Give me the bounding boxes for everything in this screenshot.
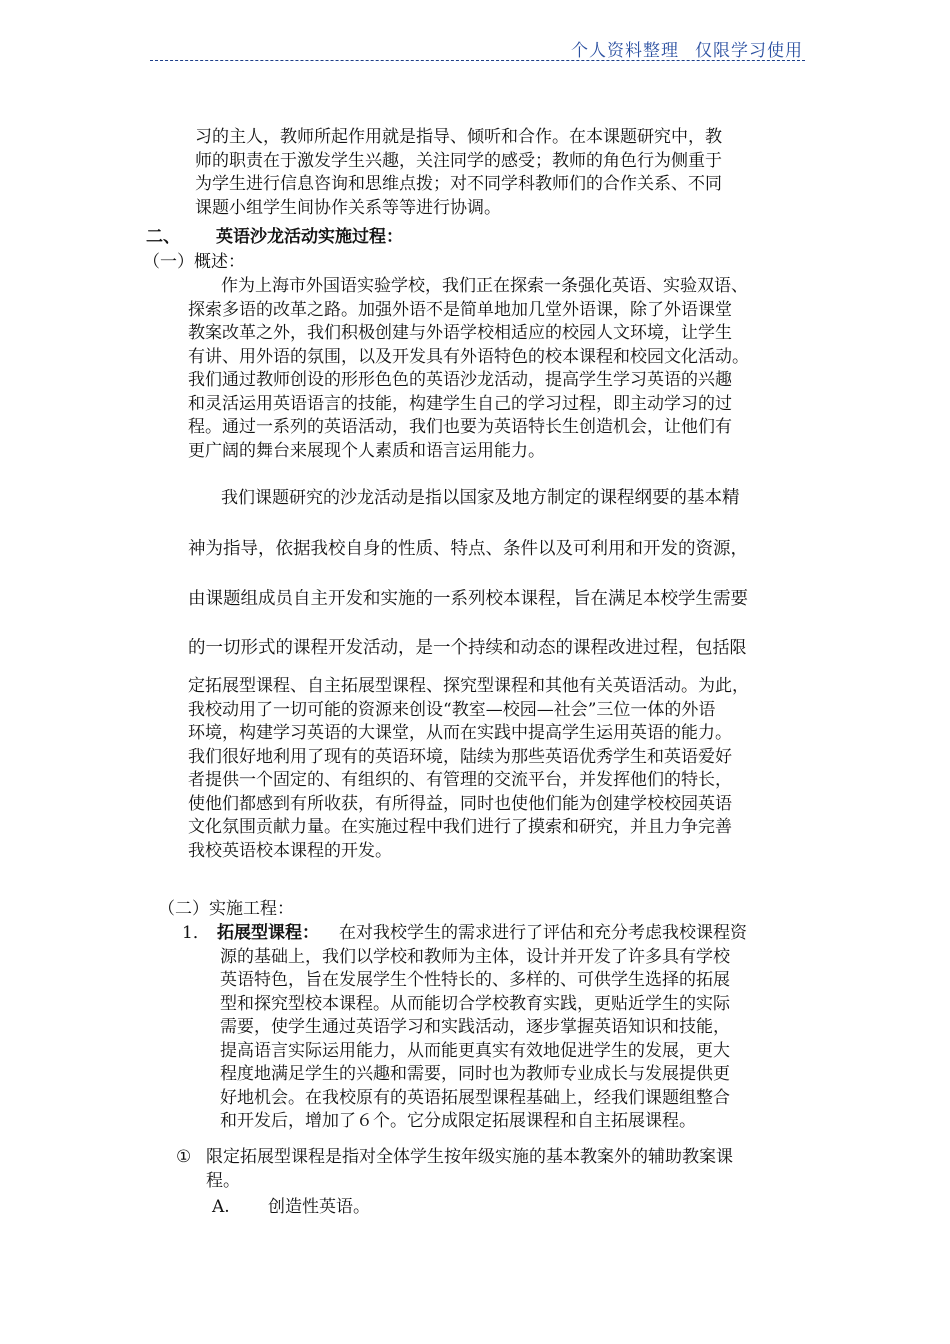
text-line: 提高语言实际运用能力，从而能更真实有效地促进学生的发展，更大: [220, 1040, 730, 1061]
text-line: 程。: [206, 1170, 240, 1191]
text-line: 课题小组学生间协作关系等等进行协调。: [195, 197, 501, 218]
text-line: 师的职责在于激发学生兴趣，关注同学的感受；教师的角色行为侧重于: [195, 150, 722, 171]
text-line: 程。通过一系列的英语活动，我们也要为英语特长生创造机会，让他们有: [188, 417, 732, 437]
list-number: 1．: [182, 923, 210, 943]
text-line: 为学生进行信息咨询和思维点拨；对不同学科教师们的合作关系、不同: [195, 174, 722, 194]
sub-list-text: 创造性英语。: [268, 1197, 370, 1217]
text-line: 定拓展型课程、自主拓展型课程、探究型课程和其他有关英语活动。为此，: [188, 676, 749, 696]
text-line: 文化氛围贡献力量。在实施过程中我们进行了摸索和研究，并且力争完善: [188, 817, 732, 837]
list-item-title: 拓展型课程：: [217, 923, 319, 943]
sub-list-marker: A.: [212, 1197, 230, 1217]
section-number: 二、: [146, 227, 180, 247]
list-item-first-line: [182, 922, 747, 946]
text-line: 探索多语的改革之路。加强外语不是简单地加几堂外语课，除了外语课堂: [188, 299, 732, 320]
text-line: 和灵活运用英语语言的技能，构建学生自己的学习过程，即主动学习的过: [188, 393, 732, 414]
text-line: 源的基础上，我们以学校和教师为主体，设计并开发了许多具有学校: [220, 946, 730, 967]
intro-paragraph: [195, 126, 722, 220]
text-line: 在对我校学生的需求进行了评估和充分考虑我校课程资: [339, 923, 747, 943]
text-line: 者提供一个固定的、有组织的、有管理的交流平台，并发挥他们的特长，: [188, 770, 732, 790]
overview-paragraph: [188, 275, 749, 463]
text-line: 好地机会。在我校原有的英语拓展型课程基础上，经我们课题组整合: [220, 1087, 730, 1108]
list-item: [182, 922, 747, 1134]
header-left-text: 个人资料整理: [571, 41, 679, 61]
text-line: 和开发后，增加了６个。它分成限定拓展课程和自主拓展课程。: [220, 1111, 696, 1131]
text-line: 教案改革之外，我们积极创建与外语学校相适应的校园人文环境，让学生: [188, 323, 732, 343]
salon-definition-line: 神为指导，依据我校自身的性质、特点、条件以及可利用和开发的资源，: [188, 539, 748, 559]
section-heading: [146, 226, 403, 250]
circled-number: ①: [176, 1147, 192, 1167]
text-line: 我校英语校本课程的开发。: [188, 840, 392, 861]
salon-def-prefix: 我们课题研究的沙龙活动是指: [221, 488, 442, 508]
text-line: 需要，使学生通过英语学习和实践活动，逐步掌握英语知识和技能，: [220, 1017, 730, 1037]
text-line: 更广阔的舞台来展现个人素质和语言运用能力。: [188, 440, 545, 461]
text-line: 我们通过教师创设的形形色色的英语沙龙活动，提高学生学习英语的兴趣: [188, 370, 732, 390]
text-line: 我校动用了一切可能的资源来创设“教室—校园—社会”三位一体的外语: [188, 699, 716, 720]
circled-list-item: [176, 1146, 733, 1193]
subsection-label: （二）实施工程：: [158, 899, 294, 919]
text-line: 习的主人，教师所起作用就是指导、倾听和合作。在本课题研究中，教: [195, 127, 722, 147]
salon-def-sans: 的一切形式的课程开发活动，是一个持续和动态的课程改进过程，: [188, 638, 696, 658]
continuation-paragraph: [188, 675, 749, 863]
salon-def-suffix: 包括限: [695, 638, 747, 658]
header-right-text: 仅限学习使用: [695, 41, 803, 61]
salon-def-sans: 以国家及地方制定的课程纲要的基本精: [442, 488, 740, 508]
text-line: 英语特色，旨在发展学生个性特长的、多样的、可供学生选择的拓展: [220, 970, 730, 990]
text-line: 有讲、用外语的氛围，以及开发具有外语特色的校本课程和校园文化活动。: [188, 346, 749, 367]
salon-definition-line: [221, 487, 740, 511]
section-title: 英语沙龙活动实施过程：: [216, 227, 403, 247]
page-header: [150, 40, 805, 61]
text-line: 限定拓展型课程是指对全体学生按年级实施的基本教案外的辅助教案课: [206, 1147, 733, 1167]
text-line: 环境，构建学习英语的大课堂，从而在实践中提高学生运用英语的能力。: [188, 723, 732, 743]
sub-list-item: [212, 1196, 370, 1220]
header-watermark-text: [571, 36, 803, 61]
text-line: 使他们都感到有所收获，有所得益，同时也使他们能为创建学校校园英语: [188, 793, 732, 814]
circled-item-first-line: [176, 1146, 733, 1170]
salon-definition-line: 由课题组成员自主开发和实施的一系列校本课程，旨在满足本校学生需要: [188, 589, 748, 609]
subsection-label: （一）概述：: [143, 252, 245, 272]
salon-definition-line: [188, 637, 747, 661]
text-line: 程度地满足学生的兴趣和需要，同时也为教师专业成长与发展提供更: [220, 1064, 730, 1084]
text-line: 作为上海市外国语实验学校，我们正在探索一条强化英语、实验双语、: [221, 276, 748, 296]
text-line: 我们很好地利用了现有的英语环境，陆续为那些英语优秀学生和英语爱好: [188, 746, 732, 767]
text-line: 型和探究型校本课程。从而能切合学校教育实践，更贴近学生的实际: [220, 993, 730, 1014]
